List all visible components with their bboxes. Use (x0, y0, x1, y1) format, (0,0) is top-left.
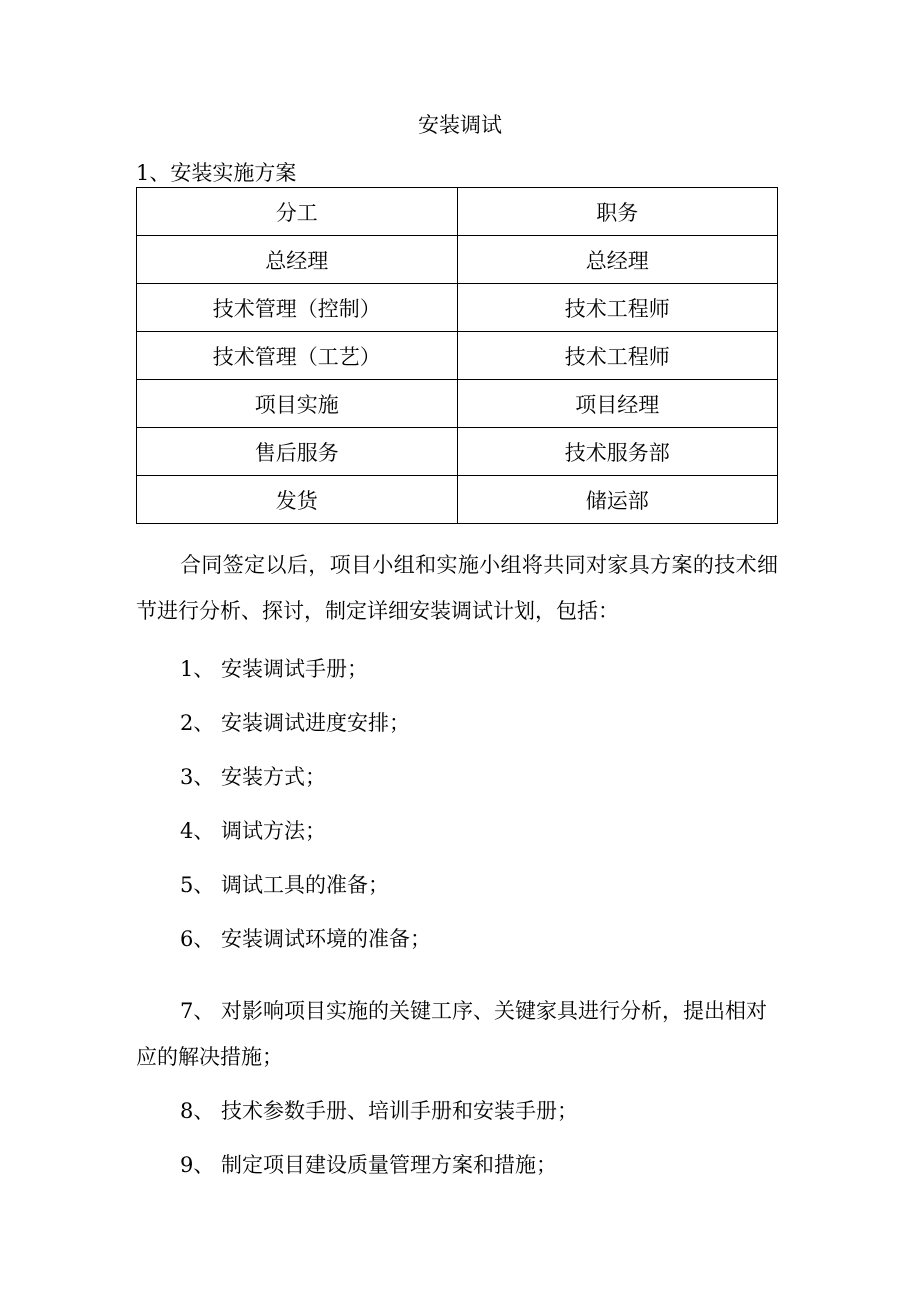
table-cell: 技术工程师 (457, 284, 778, 332)
list-item: 5、 调试工具的准备； (180, 873, 390, 897)
table-cell: 技术管理（控制） (137, 284, 458, 332)
list-item: 4、 调试方法； (180, 819, 327, 843)
list-item: 7、 对影响项目实施的关键工序、关键家具进行分析，提出相对应的解决措施； (136, 999, 768, 1069)
table-cell: 技术服务部 (457, 428, 778, 476)
section-heading: 1、安装实施方案 (136, 161, 297, 185)
duty-table (136, 187, 778, 524)
list-item: 1、 安装调试手册； (180, 657, 369, 681)
list-item: 9、 制定项目建设质量管理方案和措施； (180, 1153, 558, 1177)
table-header-row (137, 188, 778, 236)
table-cell: 发货 (137, 476, 458, 524)
table-cell: 技术工程师 (457, 332, 778, 380)
table-cell: 售后服务 (137, 428, 458, 476)
table-cell: 项目经理 (457, 380, 778, 428)
table-row (137, 284, 778, 332)
document-title: 安装调试 (418, 113, 502, 137)
table-row (137, 380, 778, 428)
table-header-cell: 分工 (137, 188, 458, 236)
list-item: 6、 安装调试环境的准备； (180, 927, 432, 951)
table-cell: 储运部 (457, 476, 778, 524)
table-cell: 总经理 (457, 236, 778, 284)
table-cell: 项目实施 (137, 380, 458, 428)
intro-paragraph: 合同签定以后，项目小组和实施小组将共同对家具方案的技术细节进行分析、探讨，制定详细安装调试计划，包括： (136, 553, 778, 623)
list-item: 2、 安装调试进度安排； (180, 711, 411, 735)
table-header-cell: 职务 (457, 188, 778, 236)
table-row (137, 236, 778, 284)
table-row (137, 428, 778, 476)
table-row (137, 332, 778, 380)
list-item: 8、 技术参数手册、培训手册和安装手册； (180, 1099, 579, 1123)
table-cell: 技术管理（工艺） (137, 332, 458, 380)
list-item: 3、 安装方式； (180, 765, 327, 789)
table-cell: 总经理 (137, 236, 458, 284)
table-row (137, 476, 778, 524)
